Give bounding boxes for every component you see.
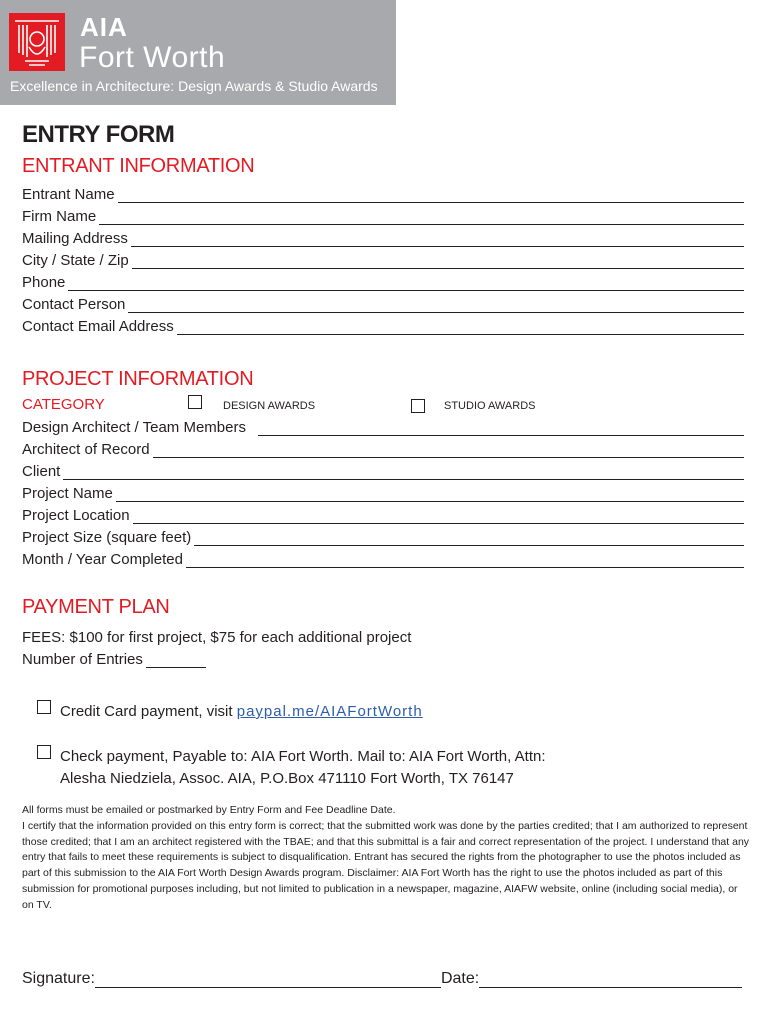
contact-person-field[interactable] (128, 297, 744, 313)
mailing-address-field[interactable] (131, 231, 744, 247)
month-year-field[interactable] (186, 552, 744, 568)
contact-email-row (22, 313, 744, 335)
architect-of-record-label: Architect of Record (22, 441, 150, 458)
entrant-name-field[interactable] (118, 187, 744, 203)
client-row (22, 458, 744, 480)
entrant-name-row (22, 181, 744, 203)
city-state-zip-row (22, 247, 744, 269)
project-heading: PROJECT INFORMATION (22, 368, 254, 390)
credit-card-option (60, 701, 423, 723)
check-payment-checkbox[interactable] (37, 745, 51, 759)
month-year-row (22, 546, 744, 568)
design-awards-label: DESIGN AWARDS (223, 400, 316, 412)
design-architect-field[interactable] (258, 420, 744, 436)
signature-row (22, 964, 742, 988)
brand-aia: AIA (80, 12, 128, 42)
design-architect-row (22, 414, 744, 436)
month-year-label: Month / Year Completed (22, 551, 183, 568)
phone-field[interactable] (68, 275, 744, 291)
design-awards-checkbox[interactable] (188, 395, 202, 409)
project-name-row (22, 480, 744, 502)
fine-print (22, 803, 752, 914)
contact-email-field[interactable] (177, 319, 744, 335)
paypal-link[interactable]: paypal.me/AIAFortWorth (236, 703, 423, 720)
date-label: Date: (440, 970, 480, 987)
entries-row (22, 651, 206, 668)
signature-field[interactable] (95, 971, 441, 988)
form-title: ENTRY FORM (22, 121, 175, 148)
firm-name-field[interactable] (99, 209, 744, 225)
entrant-heading: ENTRANT INFORMATION (22, 155, 255, 177)
project-name-field[interactable] (116, 486, 744, 502)
firm-name-label: Firm Name (22, 208, 97, 225)
contact-person-row (22, 291, 744, 313)
entries-field[interactable] (146, 653, 206, 668)
project-location-row (22, 502, 744, 524)
check-payment-line2: Alesha Niedziela, Assoc. AIA, P.O.Box 471110 Fort Worth, TX 76147 (60, 770, 514, 787)
mailing-address-row (22, 225, 744, 247)
certification-text: I certify that the information provided on this entry form is correct; that the submitted work was done by the parties credited; that I am authorized to represent those credited; that I am an architect registered with the TBAE; and that this submittal is a fair and correct representation of the project. I understand that any entry that fails to meet these requirements is subject to disqualification. Entrant has secured the rights from the photographer to use the photos included as part of this submission to the AIA Fort Worth Design Awards program. Disclaimer: AIA Fort Worth has the right to use the photos included as part of this submission for promotional purposes including, but not limited to publication in a newspaper, magazine, AIAFW website, online (including social media), or on TV. (22, 819, 750, 911)
category-label: CATEGORY (22, 396, 105, 413)
payment-heading: PAYMENT PLAN (22, 596, 170, 618)
project-name-label: Project Name (22, 485, 113, 502)
firm-name-row (22, 203, 744, 225)
check-payment-line1: Check payment, Payable to: AIA Fort Worth. Mail to: AIA Fort Worth, Attn: (60, 748, 546, 765)
contact-email-label: Contact Email Address (22, 318, 174, 335)
mailing-address-label: Mailing Address (22, 230, 128, 247)
fees-text: FEES: $100 for first project, $75 for each additional project (22, 629, 412, 646)
brand-fort-worth: Fort Worth (79, 41, 226, 74)
contact-person-label: Contact Person (22, 296, 126, 313)
deadline-note: All forms must be emailed or postmarked by Entry Form and Fee Deadline Date. (22, 804, 396, 816)
date-field[interactable] (479, 971, 742, 988)
design-architect-label: Design Architect / Team Members (22, 419, 246, 436)
project-size-row (22, 524, 744, 546)
client-field[interactable] (63, 464, 744, 480)
project-size-label: Project Size (square feet) (22, 529, 192, 546)
architect-of-record-field[interactable] (153, 442, 744, 458)
project-location-label: Project Location (22, 507, 130, 524)
client-label: Client (22, 463, 61, 480)
project-location-field[interactable] (133, 508, 744, 524)
studio-awards-checkbox[interactable] (411, 399, 425, 413)
aia-eagle-logo (9, 13, 65, 71)
credit-card-text: Credit Card payment, visit (60, 703, 233, 720)
project-size-field[interactable] (194, 530, 744, 546)
studio-awards-label: STUDIO AWARDS (444, 400, 536, 412)
entries-label: Number of Entries (22, 651, 143, 668)
signature-label: Signature: (22, 970, 95, 987)
tagline: Excellence in Architecture: Design Awards & Studio Awards (10, 78, 378, 94)
phone-row (22, 269, 744, 291)
credit-card-checkbox[interactable] (37, 700, 51, 714)
entrant-name-label: Entrant Name (22, 186, 115, 203)
city-state-zip-field[interactable] (132, 253, 744, 269)
architect-of-record-row (22, 436, 744, 458)
check-payment-option (60, 746, 546, 790)
header-banner (0, 0, 396, 105)
city-state-zip-label: City / State / Zip (22, 252, 129, 269)
phone-label: Phone (22, 274, 66, 291)
eagle-icon (9, 13, 65, 71)
